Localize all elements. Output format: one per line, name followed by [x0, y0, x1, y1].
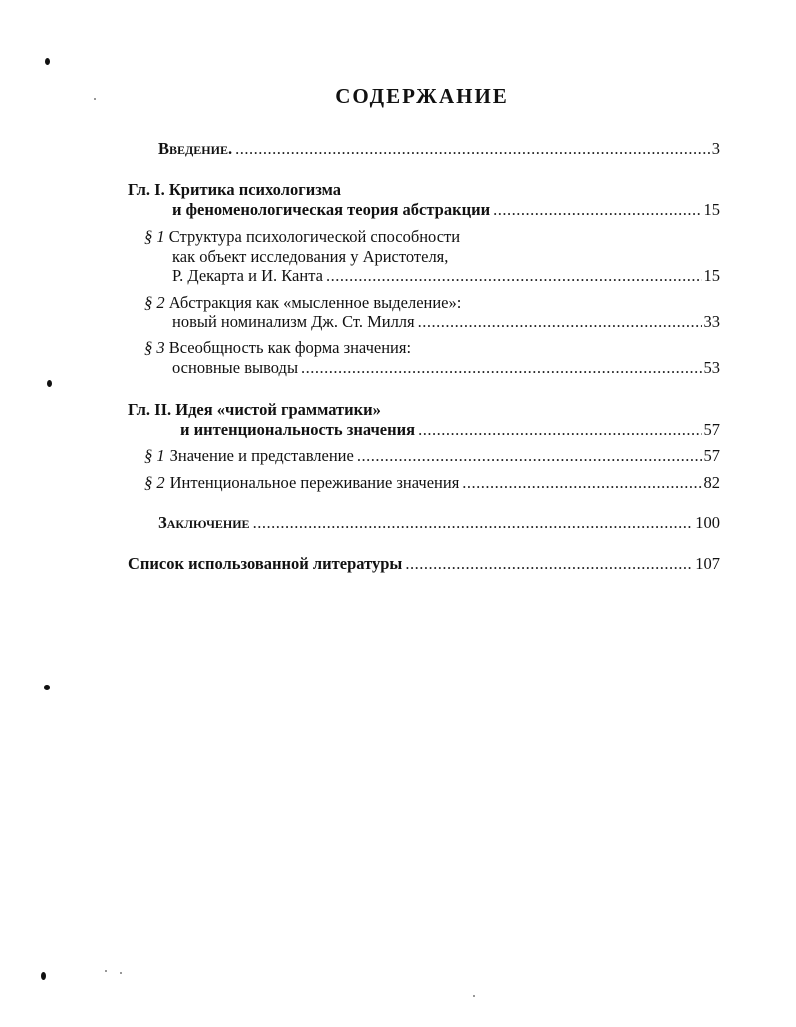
- scan-speck: [120, 972, 122, 974]
- dot-leader: [301, 358, 701, 378]
- scan-speck: [473, 995, 475, 997]
- page-number: 82: [703, 473, 720, 492]
- section-1-1-line2: как объект исследования у Аристотеля,: [172, 247, 449, 266]
- section-text: Всеобщность как форма значения:: [168, 338, 412, 357]
- section-text: Значение и представление: [169, 446, 354, 465]
- dot-leader: [418, 420, 701, 440]
- section-mark: § 1: [144, 446, 165, 465]
- scan-speck: [41, 972, 46, 980]
- section-text: Абстракция как «мысленное выделение»:: [168, 293, 462, 312]
- toc-entry-section-1-3[interactable]: [172, 358, 720, 378]
- chapter-1-title-line2: и феноменологическая теория абстракции: [172, 200, 491, 219]
- dot-leader: [418, 312, 702, 332]
- section-text: Интенциональное переживание значения: [169, 473, 460, 492]
- section-text: новый номинализм Дж. Ст. Милля: [172, 312, 415, 331]
- dot-leader: [326, 266, 702, 286]
- page-number: 57: [703, 420, 720, 439]
- page-number: 57: [703, 446, 720, 465]
- section-mark: § 1: [144, 227, 165, 246]
- section-1-2-line1[interactable]: [144, 293, 461, 313]
- scan-speck: [45, 58, 50, 65]
- entry-label: Заключение: [158, 513, 250, 532]
- chapter-1-title-line1: Гл. I. Критика психологизма: [128, 180, 341, 199]
- toc-entry-section-1-1[interactable]: [172, 266, 720, 286]
- section-text: Структура психологической способности: [168, 227, 461, 246]
- chapter-2-title-line2: и интенциональность значения: [180, 420, 416, 439]
- dot-leader: [235, 139, 710, 159]
- toc-entry-section-2-1[interactable]: [144, 446, 720, 466]
- entry-label: Список использованной литературы: [128, 554, 403, 573]
- dot-leader: [253, 513, 694, 533]
- dot-leader: [405, 554, 693, 574]
- page-number: 15: [703, 266, 720, 285]
- chapter-2-title-line1: Гл. II. Идея «чистой грамматики»: [128, 400, 381, 419]
- scan-speck: [44, 685, 50, 690]
- section-text: Р. Декарта и И. Канта: [172, 266, 323, 285]
- section-mark: § 2: [144, 473, 165, 492]
- toc-entry-section-2-2[interactable]: [144, 473, 720, 493]
- page-number: 107: [695, 554, 720, 573]
- page-number: 100: [695, 513, 720, 532]
- toc-entry-bibliography[interactable]: [128, 554, 720, 574]
- page-title: СОДЕРЖАНИЕ: [335, 84, 509, 108]
- dot-leader: [493, 200, 701, 220]
- entry-label: Введение.: [158, 139, 233, 158]
- dot-leader: [462, 473, 701, 493]
- page-number: 33: [703, 312, 720, 331]
- toc-entry-introduction[interactable]: [158, 139, 720, 159]
- scan-speck: [105, 970, 107, 972]
- section-1-1-line1[interactable]: [144, 227, 460, 247]
- section-text: основные выводы: [172, 358, 299, 377]
- section-mark: § 3: [144, 338, 165, 357]
- toc-entry-section-1-2[interactable]: [172, 312, 720, 332]
- page-number: 15: [703, 200, 720, 219]
- toc-entry-conclusion[interactable]: [158, 513, 720, 533]
- toc-entry-chapter-1[interactable]: [172, 200, 720, 220]
- dot-leader: [357, 446, 702, 466]
- page-number: 3: [711, 139, 720, 158]
- toc-entry-chapter-2[interactable]: [180, 420, 720, 440]
- page-number: 53: [703, 358, 720, 377]
- scan-speck: [47, 380, 52, 387]
- section-1-3-line1[interactable]: [144, 338, 411, 358]
- section-mark: § 2: [144, 293, 165, 312]
